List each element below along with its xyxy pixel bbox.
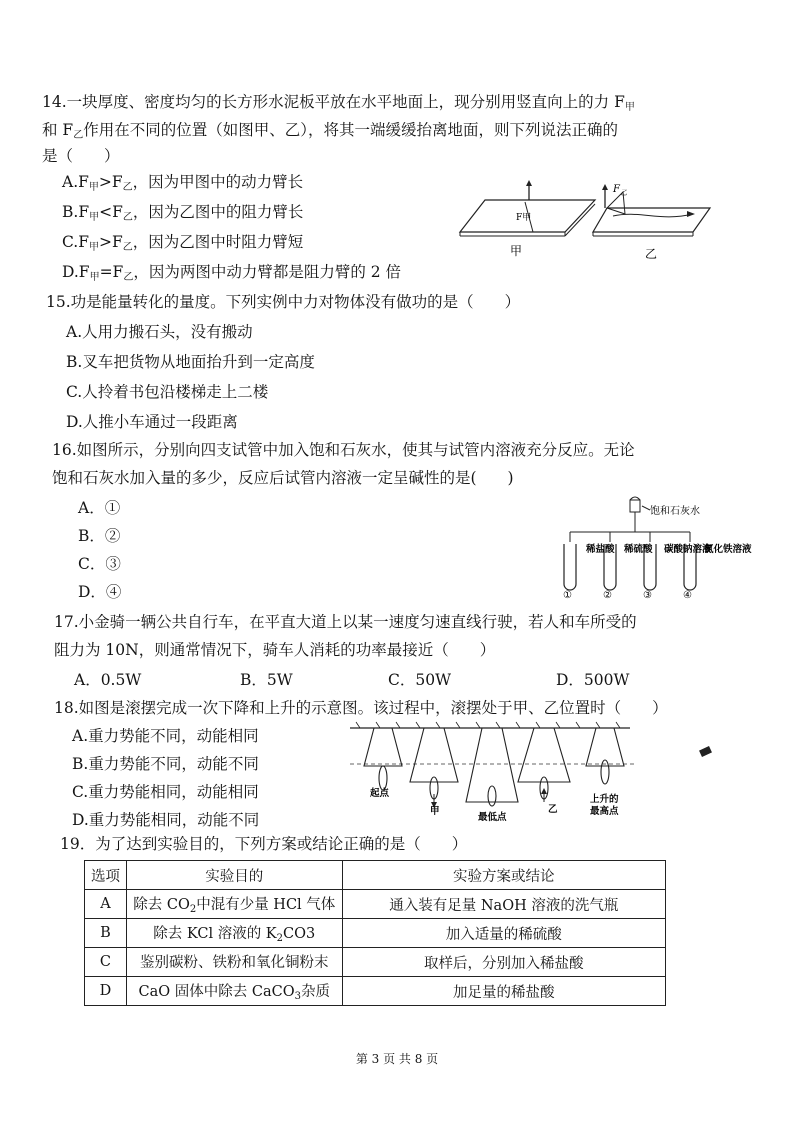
row-option: D	[85, 977, 127, 1006]
row-option: A	[85, 890, 127, 919]
q18-label-rise-1: 上升的	[590, 794, 619, 805]
q18-option-d: D.重力势能相同，动能不同	[72, 811, 260, 829]
row-plan: 加入适量的稀硫酸	[342, 919, 665, 948]
svg-text:F乙: $F_乙$	[613, 184, 627, 197]
header-option: 选项	[85, 861, 127, 890]
q18-label-yi: 乙	[548, 804, 558, 815]
q14-stem-line3: 是（ ）	[42, 147, 120, 165]
q14-option-c: $C.F_甲>F_乙$，因为乙图中时阻力臂短	[62, 233, 304, 253]
row-goal: 鉴别碳粉、铁粉和氧化铜粉末	[126, 948, 342, 977]
q14-option-b: $B.F_甲<F_乙$，因为乙图中的阻力臂长	[62, 203, 304, 223]
q16-tube-3-number: ③	[643, 590, 652, 601]
table-row	[85, 948, 666, 977]
q16-tube-4-label: 氯化铁溶液	[704, 544, 752, 555]
table-row	[85, 890, 666, 919]
q18-option-b: B.重力势能不同，动能不同	[72, 755, 259, 773]
q14-label-jia: 甲	[510, 244, 523, 258]
q17-option-a: A．0.5W	[74, 671, 142, 689]
row-plan: 加足量的稀盐酸	[342, 977, 665, 1006]
q18-label-rise-2: 最高点	[590, 806, 619, 817]
q15-stem: 15.功是能量转化的量度。下列实例中力对物体没有做功的是（ ）	[46, 293, 521, 311]
row-option: B	[85, 919, 127, 948]
row-option: C	[85, 948, 127, 977]
q18-option-c: C.重力势能相同，动能相同	[72, 783, 259, 801]
q16-option-b: B．②	[78, 527, 121, 545]
header-plan: 实验方案或结论	[342, 861, 665, 890]
q19-table	[84, 860, 666, 1006]
q16-tube-3-label: 碳酸钠溶液	[664, 544, 712, 555]
q16-option-a: A．①	[78, 499, 121, 517]
q14-force-jia-label: F甲	[516, 213, 532, 223]
q18-label-lowest: 最低点	[478, 812, 507, 823]
q18-label-start: 起点	[370, 788, 390, 799]
q16-stem-line2: 饱和石灰水加入量的多少，反应后试管内溶液一定呈碱性的是( )	[52, 469, 514, 487]
q15-option-d: D.人推小车通过一段距离	[66, 413, 238, 431]
q16-test-tube-figure	[558, 492, 752, 601]
table-row	[85, 977, 666, 1006]
q16-tube-1-label: 稀盐酸	[586, 544, 615, 555]
q17-stem-line1: 17.小金骑一辆公共自行车，在平直大道上以某一速度匀速直线行驶，若人和车所受的	[54, 613, 637, 631]
q16-dropper-label: 饱和石灰水	[650, 506, 700, 517]
q15-option-c: C.人拎着书包沿楼梯走上二楼	[66, 383, 269, 401]
table-header-row	[85, 861, 666, 890]
q16-tube-4-number: ④	[683, 590, 692, 601]
page-footer: 第 3 页 共 8 页	[355, 1052, 439, 1066]
q15-option-b: B.叉车把货物从地面抬升到一定高度	[66, 353, 315, 371]
q15-option-a: A.人用力搬石头，没有搬动	[66, 323, 253, 341]
row-plan: 通入装有足量 NaOH 溶液的洗气瓶	[342, 890, 665, 919]
q16-tube-2-label: 稀硫酸	[624, 544, 653, 555]
q19-stem: 19．为了达到实验目的，下列方案或结论正确的是（ ）	[60, 835, 468, 853]
table-row	[85, 919, 666, 948]
q14-figure	[455, 180, 730, 270]
q17-option-c: C．50W	[388, 671, 452, 689]
q16-tube-1-number: ①	[563, 590, 572, 601]
q14-option-d: $D.F_甲=F_乙$，因为两图中动力臂都是阻力臂的 2 倍	[62, 263, 402, 283]
q17-option-d: D．500W	[556, 671, 630, 689]
q14-option-a: $A.F_甲>F_乙$，因为甲图中的动力臂长	[62, 173, 304, 193]
row-plan: 取样后，分别加入稀盐酸	[342, 948, 665, 977]
q16-tube-2-number: ②	[603, 590, 612, 601]
row-goal: 除去 KCl 溶液的 $K_2CO3$	[126, 919, 342, 948]
q16-option-d: D．④	[78, 583, 122, 601]
row-goal: 除去 $CO_2$中混有少量 HCl 气体	[126, 890, 342, 919]
q18-stem: 18.如图是滚摆完成一次下降和上升的示意图。该过程中，滚摆处于甲、乙位置时（ ）	[54, 699, 668, 717]
q17-option-b: B．5W	[240, 671, 293, 689]
q17-stem-line2: 阻力为 10N，则通常情况下，骑车人消耗的功率最接近（ ）	[54, 641, 496, 659]
q14-label-yi: 乙	[645, 247, 658, 261]
q18-option-a: A.重力势能不同，动能相同	[72, 727, 259, 745]
header-goal: 实验目的	[126, 861, 342, 890]
ink-mark	[699, 746, 712, 757]
q16-stem-line1: 16.如图所示，分别向四支试管中加入饱和石灰水，使其与试管内溶液充分反应。无论	[52, 441, 635, 459]
row-goal: CaO 固体中除去 CaCO$_3$杂质	[126, 977, 342, 1006]
q18-pendulum-figure	[350, 722, 640, 826]
q16-option-c: C．③	[78, 555, 121, 573]
q14-stem-line1: 14.一块厚度、密度均匀的长方形水泥板平放在水平地面上，现分别用竖直向上的力 $F_甲$	[42, 93, 635, 113]
q14-stem-line2: 和 $F_乙$作用在不同的位置（如图甲、乙），将其一端缓缓抬离地面，则下列说法正确的	[42, 121, 618, 141]
q18-label-jia: 甲	[430, 806, 440, 817]
